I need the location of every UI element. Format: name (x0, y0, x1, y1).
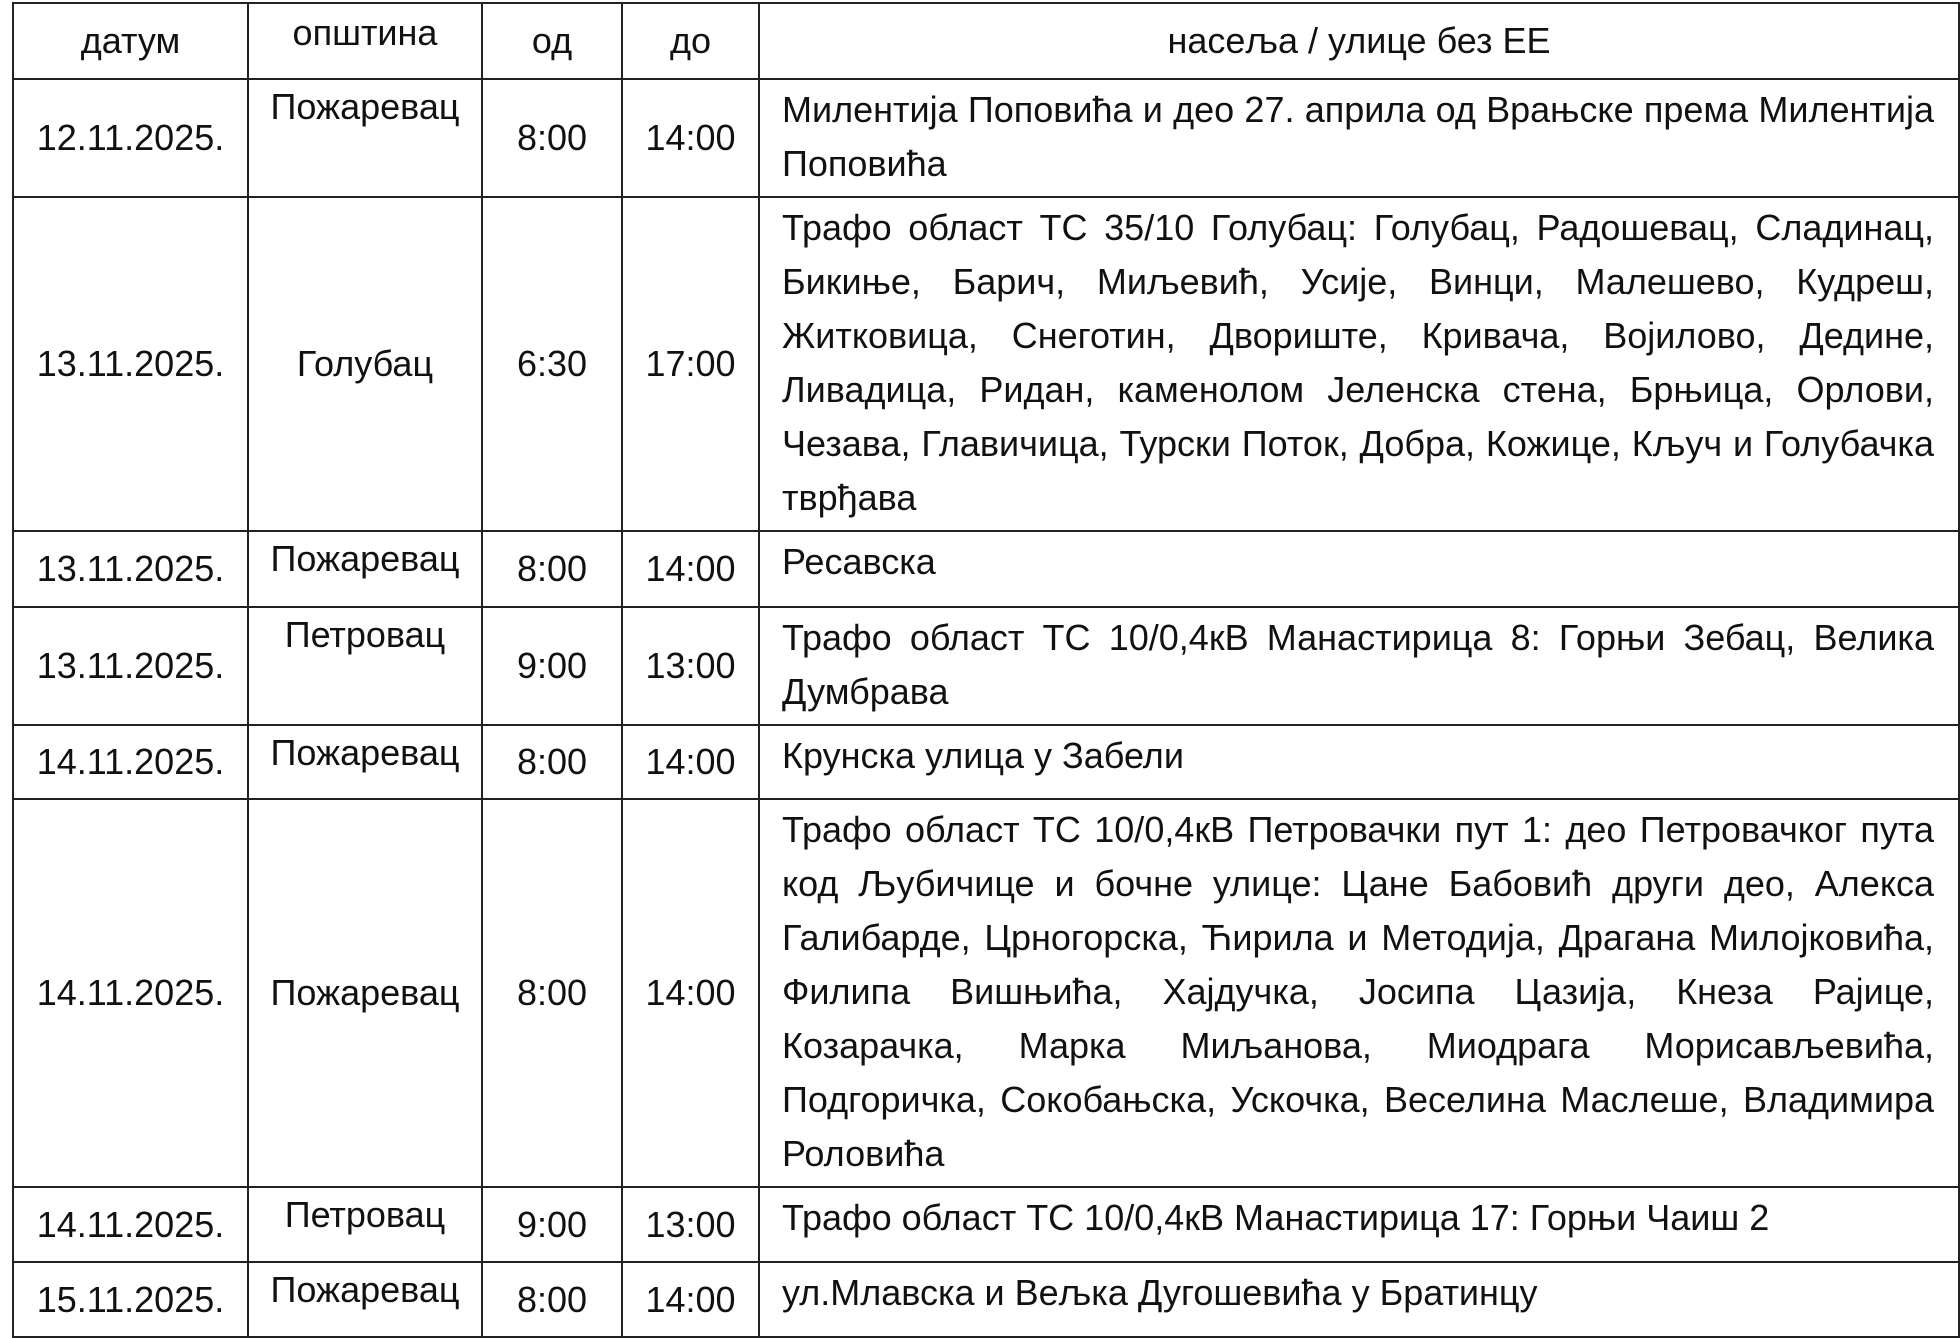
cell-datum: 14.11.2025. (13, 725, 248, 799)
cell-naselja: Ресавска (759, 531, 1959, 607)
cell-do: 14:00 (622, 531, 759, 607)
cell-do: 13:00 (622, 1187, 759, 1262)
cell-od: 8:00 (482, 79, 622, 197)
cell-do: 14:00 (622, 79, 759, 197)
cell-datum: 13.11.2025. (13, 197, 248, 531)
cell-datum: 15.11.2025. (13, 1262, 248, 1337)
cell-naselja: Трафо област ТС 10/0,4кВ Манастирица 17: Горњи Чаиш 2 (759, 1187, 1959, 1262)
table-row (13, 607, 1959, 725)
cell-opstina: Пожаревац (248, 79, 482, 197)
cell-od: 6:30 (482, 197, 622, 531)
cell-opstina: Петровац (248, 607, 482, 725)
cell-opstina: Пожаревац (248, 1262, 482, 1337)
cell-naselja: ул.Млавска и Вељка Дугошевића у Братинцу (759, 1262, 1959, 1337)
table-row (13, 197, 1959, 531)
cell-opstina: Пожаревац (248, 799, 482, 1187)
header-do: до (622, 3, 759, 79)
cell-datum: 13.11.2025. (13, 607, 248, 725)
cell-naselja: Милентија Поповића и део 27. априла од Врањске према Милентија Поповића (759, 79, 1959, 197)
cell-naselja: Крунска улица у Забели (759, 725, 1959, 799)
cell-od: 9:00 (482, 1187, 622, 1262)
cell-do: 14:00 (622, 1262, 759, 1337)
cell-naselja: Трафо област ТС 10/0,4кВ Петровачки пут 1: део Петровачког пута код Љубичице и бочне улице: Цане Бабовић други део, Алекса Галибарде, Црногорска, Ћирила и Методија, Драгана Милојковића, Филипа Вишњића, Хајдучка, Јосипа Цазија, Кнеза Рајице, Козарачка, Марка Миљанова, Миодрага Морисављевића, Подгоричка, Сокобањска, Ускочка, Веселина Маслеше, Владимира Роловића (759, 799, 1959, 1187)
power-outage-schedule-table (12, 2, 1960, 1338)
table-row (13, 1187, 1959, 1262)
header-row (13, 3, 1959, 79)
cell-od: 8:00 (482, 531, 622, 607)
table-row (13, 725, 1959, 799)
cell-datum: 14.11.2025. (13, 1187, 248, 1262)
cell-opstina: Пожаревац (248, 531, 482, 607)
cell-naselja: Трафо област ТС 35/10 Голубац: Голубац, Радошевац, Сладинац, Бикиње, Барич, Миљевић, Усије, Винци, Малешево, Кудреш, Житковица, Снеготин, Двориште, Кривача, Војилово, Дедине, Ливадица, Ридан, каменолом Јеленска стена, Брњица, Орлови, Чезава, Главичица, Турски Поток, Добра, Кожице, Кључ и Голубачка тврђава (759, 197, 1959, 531)
cell-od: 8:00 (482, 725, 622, 799)
cell-od: 8:00 (482, 799, 622, 1187)
table-row (13, 799, 1959, 1187)
header-od: од (482, 3, 622, 79)
cell-datum: 12.11.2025. (13, 79, 248, 197)
table-row (13, 1262, 1959, 1337)
cell-datum: 13.11.2025. (13, 531, 248, 607)
header-opstina: општина (248, 3, 482, 79)
table-row (13, 79, 1959, 197)
header-naselja: насеља / улице без ЕЕ (759, 3, 1959, 79)
header-datum: датум (13, 3, 248, 79)
cell-do: 13:00 (622, 607, 759, 725)
cell-datum: 14.11.2025. (13, 799, 248, 1187)
cell-do: 14:00 (622, 799, 759, 1187)
cell-naselja: Трафо област ТС 10/0,4кВ Манастирица 8: Горњи Зебац, Велика Думбрава (759, 607, 1959, 725)
cell-od: 9:00 (482, 607, 622, 725)
cell-opstina: Пожаревац (248, 725, 482, 799)
cell-do: 17:00 (622, 197, 759, 531)
table-row (13, 531, 1959, 607)
cell-opstina: Петровац (248, 1187, 482, 1262)
cell-od: 8:00 (482, 1262, 622, 1337)
cell-do: 14:00 (622, 725, 759, 799)
cell-opstina: Голубац (248, 197, 482, 531)
